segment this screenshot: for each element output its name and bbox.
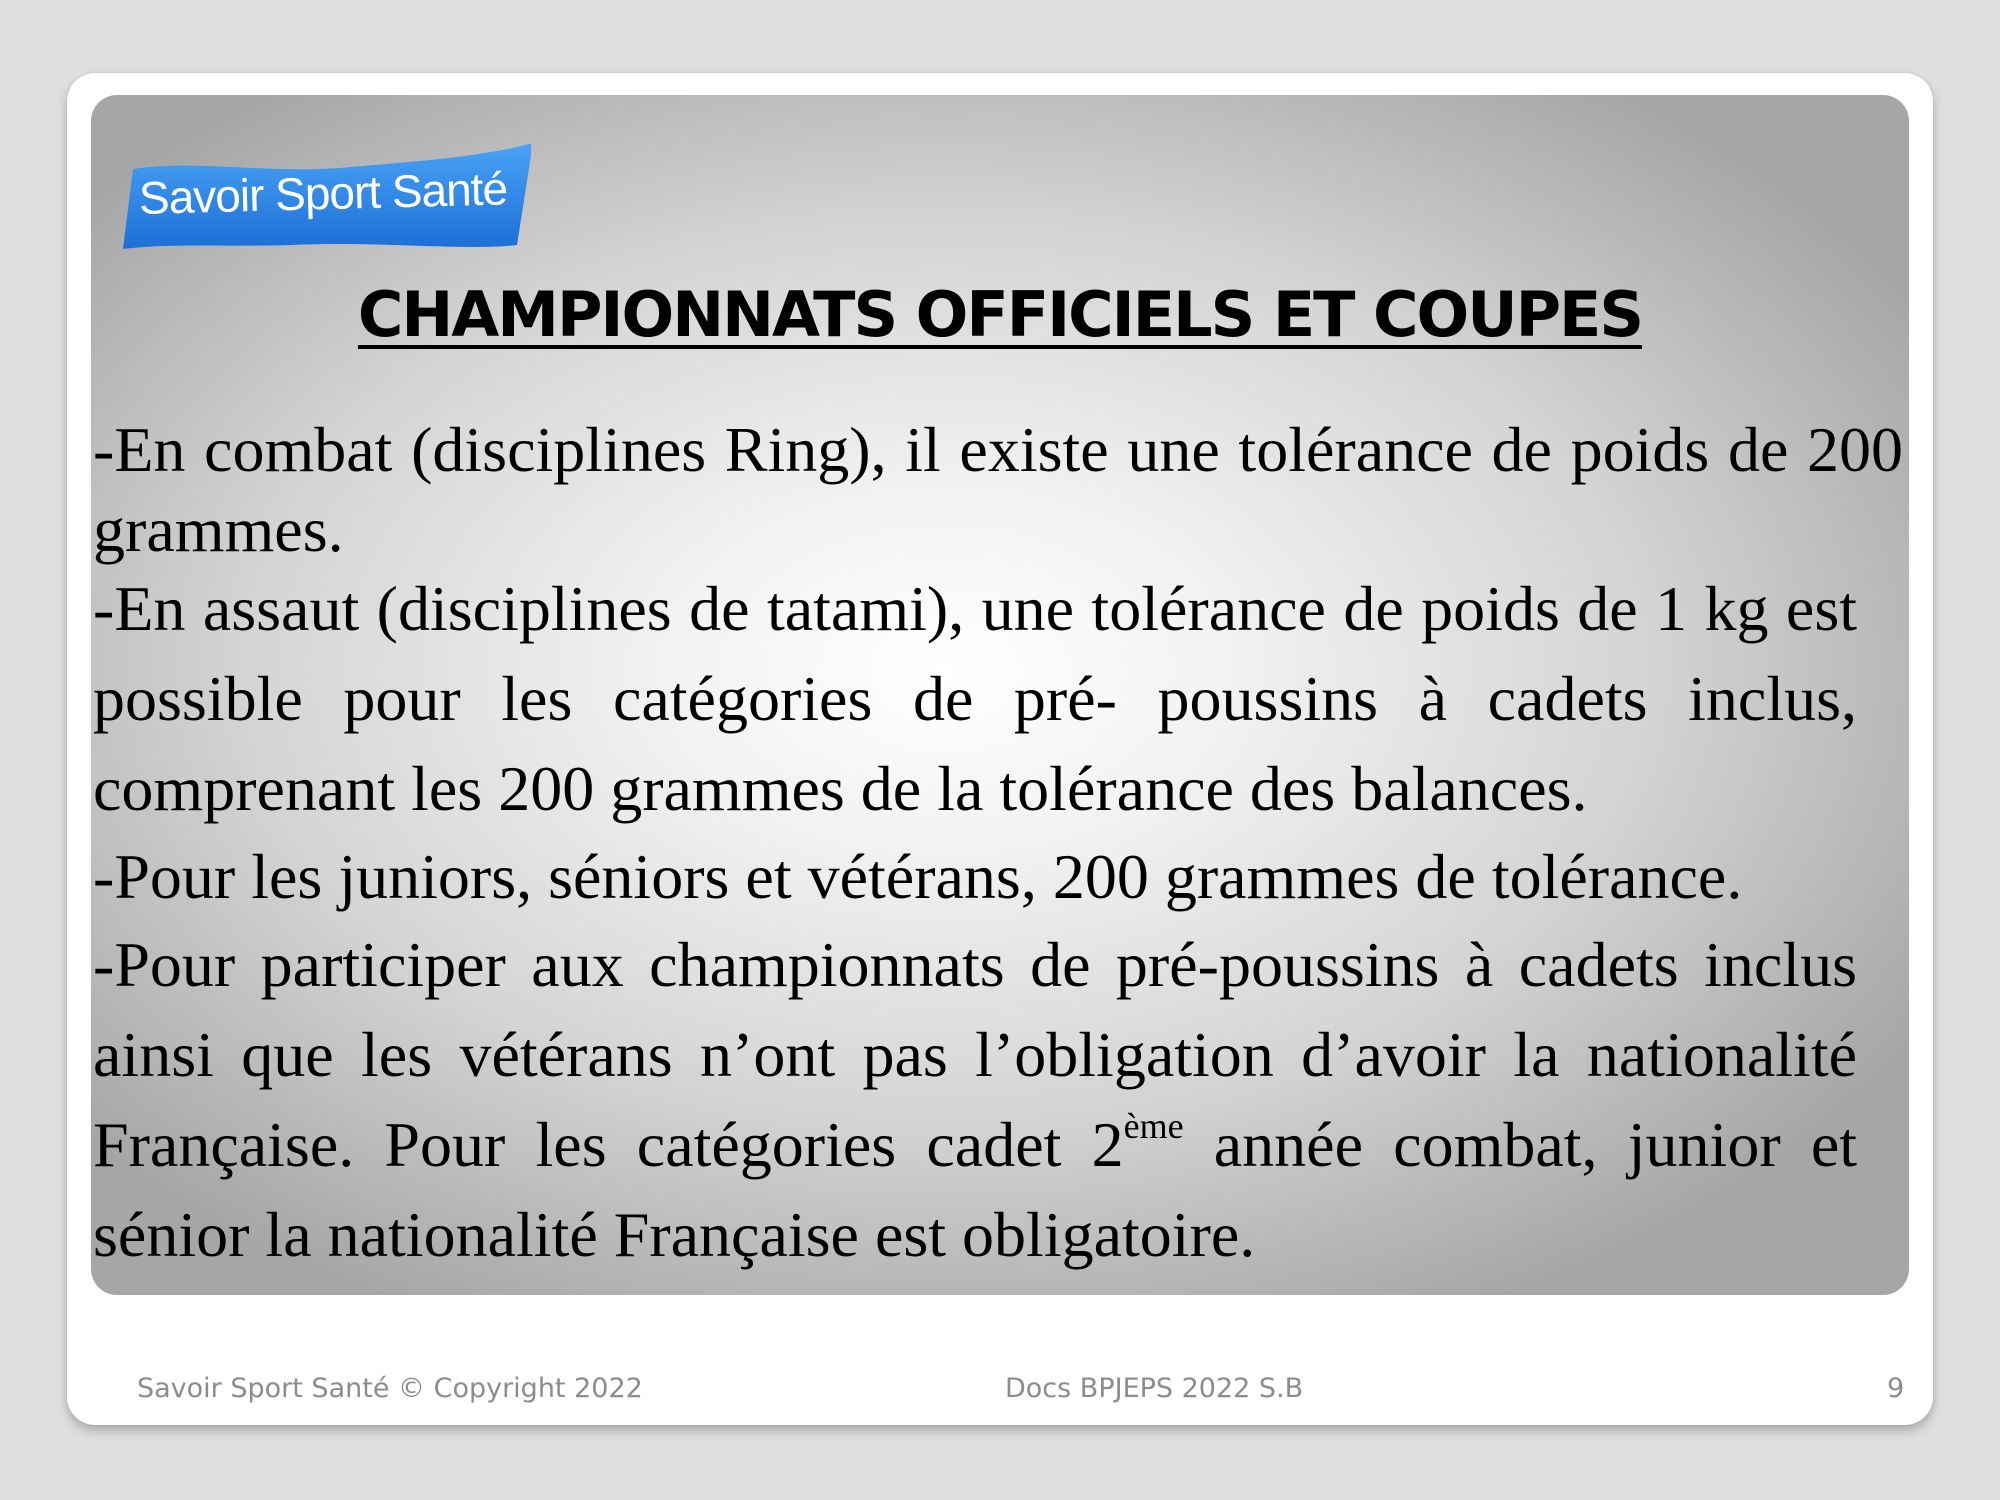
logo [121, 141, 531, 249]
logo-text: Savoir Sport Santé [138, 162, 508, 224]
footer-page-number: 9 [1887, 1373, 1905, 1404]
paragraph-tatami-tolerance: -En assaut (disciplines de tatami), une tolérance de poids de 1 kg est possible pour les catégories de pré- poussins à cadets inclus, comprenant les 200 grammes de la tolérance des balances. [93, 573, 1857, 824]
slide-title-text: CHAMPIONNATS OFFICIELS ET COUPES [357, 278, 1643, 351]
paragraph-juniors-tolerance: -Pour les juniors, séniors et vétérans, 200 grammes de tolérance. [93, 841, 1743, 912]
content-panel [91, 95, 1909, 1295]
paragraph-nationality-part1: -Pour participer aux championnats de pré-poussins à cadets inclus ainsi que les vétérans n’ont pas l’obligation d’avoir la nationalité Française. Pour les catégories cadet 2 [93, 929, 1857, 1180]
slide-body [93, 410, 1903, 1280]
superscript-eme: ème [1123, 1106, 1184, 1146]
paragraph-ring-tolerance: -En combat (disciplines Ring), il existe une tolérance de poids de 200 grammes. [93, 414, 1903, 565]
footer-copyright: Savoir Sport Santé © Copyright 2022 [137, 1373, 643, 1404]
paragraph-nationality-part2: année combat, junior et sénior la nationalité Française est obligatoire. [93, 1109, 1858, 1270]
slide-title [91, 278, 1909, 351]
paragraph-nationality [93, 920, 1857, 1280]
footer-docs-label: Docs BPJEPS 2022 S.B [1005, 1373, 1304, 1404]
